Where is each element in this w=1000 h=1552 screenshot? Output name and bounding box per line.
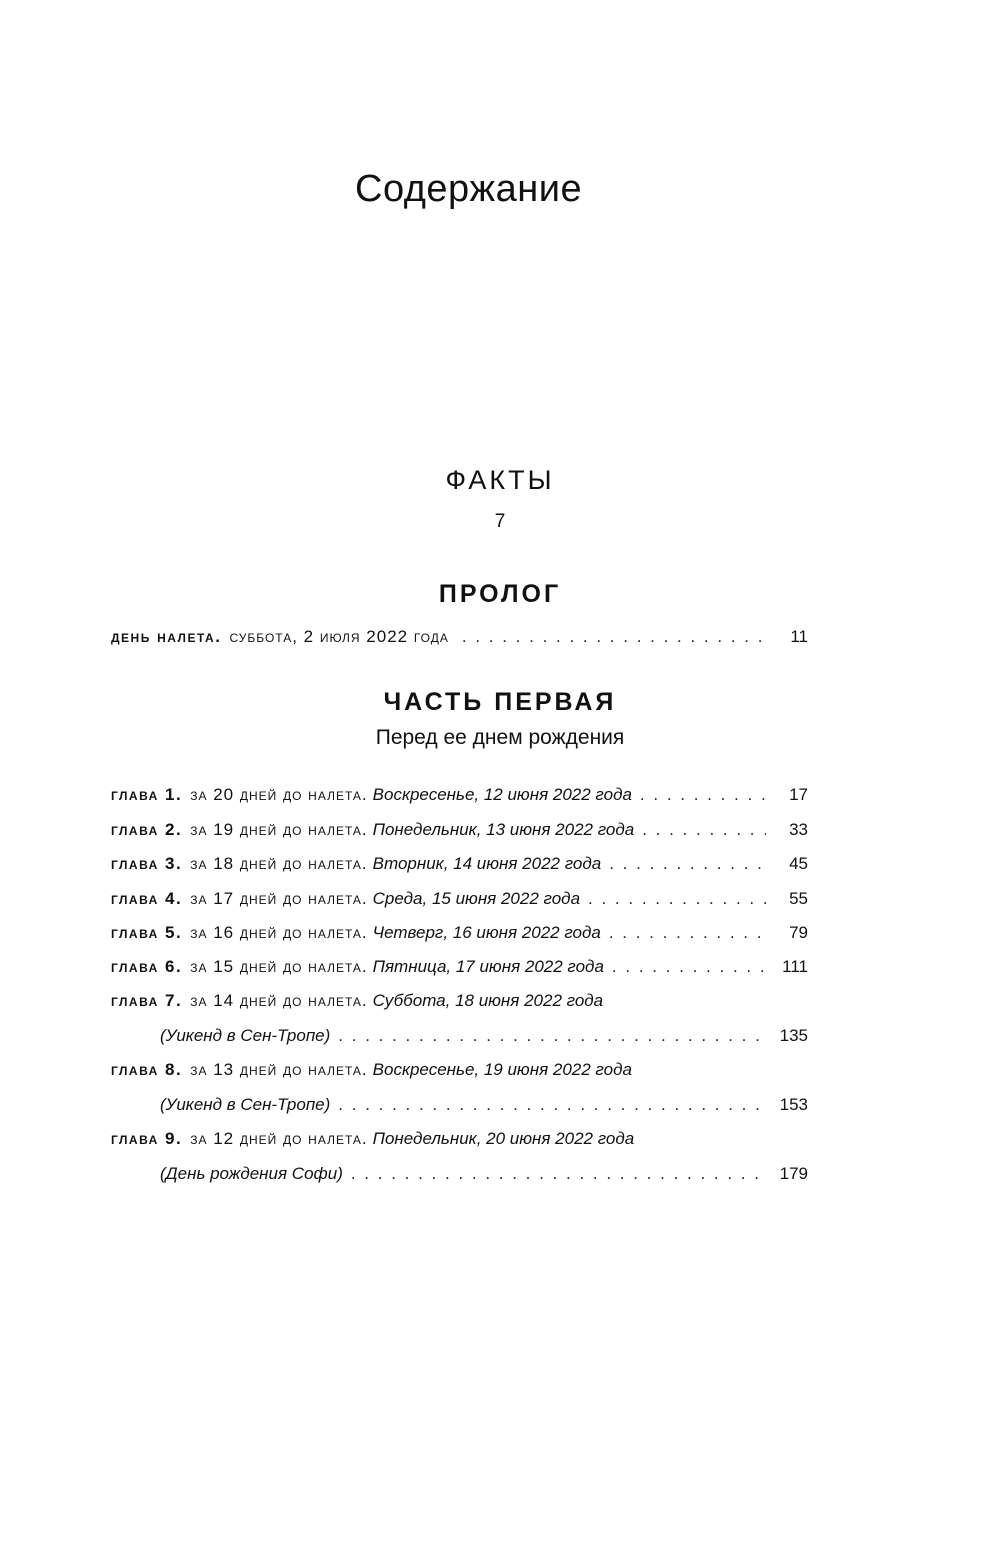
facts-page-number: 7: [494, 511, 506, 532]
page-number: 153: [779, 1095, 808, 1114]
toc-entry-chapter-5[interactable]: [111, 923, 808, 949]
page-number: 33: [789, 820, 808, 839]
dot-leader: [640, 785, 766, 805]
dot-leader: [609, 854, 766, 874]
page-number: 111: [782, 957, 808, 976]
chapter-date: Воскресенье, 12 июня 2022 года: [372, 785, 632, 804]
page-number: 55: [789, 889, 808, 908]
chapter-label: глава 7.: [111, 991, 183, 1010]
chapter-label: глава 8.: [111, 1060, 183, 1079]
chapter-countdown: за 19 дней до налета.: [190, 820, 368, 839]
page-title: Содержание: [355, 168, 583, 210]
entry-label: день налета.: [111, 627, 222, 646]
chapter-countdown: за 17 дней до налета.: [190, 889, 368, 908]
page-number: 17: [789, 785, 808, 804]
chapter-date: Пятница, 17 июня 2022 года: [372, 957, 604, 976]
facts-heading: ФАКТЫ: [445, 465, 555, 495]
toc-entry-chapter-6[interactable]: [111, 957, 808, 983]
toc-entry-chapter-1[interactable]: [111, 785, 808, 811]
chapter-label: глава 5.: [111, 923, 183, 942]
prologue-heading: ПРОЛОГ: [438, 580, 562, 608]
toc-entry-chapter-7-continued[interactable]: [160, 1026, 808, 1052]
toc-entry-chapter-7[interactable]: [111, 991, 808, 1017]
dot-leader: [612, 957, 766, 977]
page-number: 179: [779, 1164, 808, 1183]
chapter-date: Среда, 15 июня 2022 года: [372, 889, 581, 908]
chapter-date: Воскресенье, 19 июня 2022 года: [372, 1060, 632, 1079]
dot-leader: [642, 820, 766, 840]
toc-entry-chapter-3[interactable]: [111, 854, 808, 880]
page-number: 79: [789, 923, 808, 942]
page-number: 45: [789, 854, 808, 873]
toc-entry-chapter-9[interactable]: [111, 1129, 808, 1155]
toc-entry-chapter-8[interactable]: [111, 1060, 808, 1086]
chapter-label: глава 4.: [111, 889, 183, 908]
chapter-note: (Уикенд в Сен-Тропе): [160, 1095, 331, 1114]
chapter-countdown: за 14 дней до налета.: [190, 991, 368, 1010]
page-number: 11: [790, 627, 808, 646]
chapter-date: Понедельник, 20 июня 2022 года: [372, 1129, 635, 1148]
chapter-date: Суббота, 18 июня 2022 года: [372, 991, 604, 1010]
chapter-countdown: за 16 дней до налета.: [190, 923, 368, 942]
part-one-subtitle: Перед ее днем рождения: [375, 726, 625, 749]
dot-leader: [338, 1095, 766, 1115]
chapter-label: глава 3.: [111, 854, 183, 873]
chapter-date: Четверг, 16 июня 2022 года: [372, 923, 601, 942]
dot-leader: [338, 1026, 766, 1046]
chapter-countdown: за 12 дней до налета.: [190, 1129, 368, 1148]
toc-entry-chapter-2[interactable]: [111, 820, 808, 846]
dot-leader: [609, 923, 766, 943]
toc-entry-prologue[interactable]: [111, 627, 808, 653]
chapter-countdown: за 13 дней до налета.: [190, 1060, 368, 1079]
chapter-note: (Уикенд в Сен-Тропе): [160, 1026, 331, 1045]
chapter-countdown: за 15 дней до налета.: [190, 957, 368, 976]
chapter-countdown: за 20 дней до налета.: [190, 785, 368, 804]
toc-entry-chapter-4[interactable]: [111, 889, 808, 915]
chapter-note: (День рождения Софи): [160, 1164, 343, 1183]
part-one-heading: ЧАСТЬ ПЕРВАЯ: [383, 688, 617, 716]
chapter-label: глава 2.: [111, 820, 183, 839]
toc-entry-chapter-9-continued[interactable]: [160, 1164, 808, 1190]
dot-leader: [351, 1164, 766, 1184]
dot-leader: [462, 627, 766, 647]
chapter-label: глава 6.: [111, 957, 183, 976]
chapter-date: Понедельник, 13 июня 2022 года: [372, 820, 635, 839]
entry-date: суббота, 2 июля 2022 года: [229, 627, 449, 646]
chapter-countdown: за 18 дней до налета.: [190, 854, 368, 873]
dot-leader: [588, 889, 766, 909]
chapter-date: Вторник, 14 июня 2022 года: [372, 854, 602, 873]
toc-entry-chapter-8-continued[interactable]: [160, 1095, 808, 1121]
chapter-label: глава 1.: [111, 785, 183, 804]
chapter-label: глава 9.: [111, 1129, 183, 1148]
page-number: 135: [779, 1026, 808, 1045]
